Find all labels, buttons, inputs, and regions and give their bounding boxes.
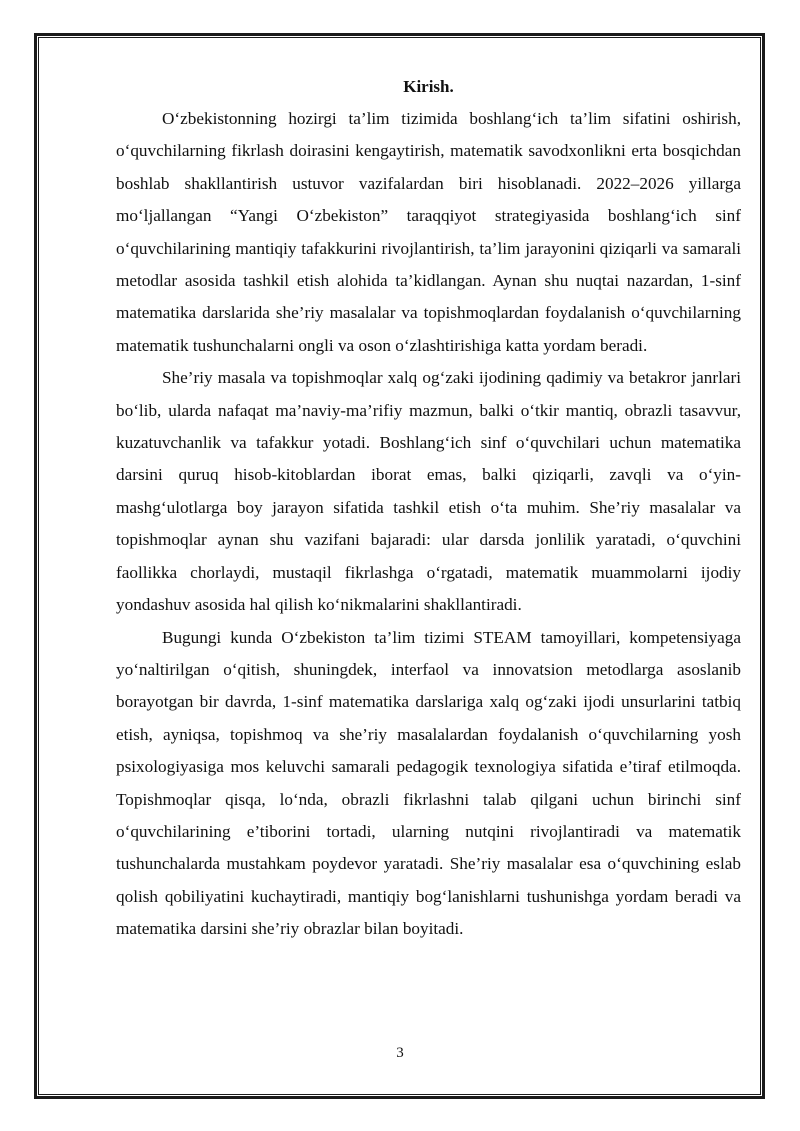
paragraph-3: Bugungi kunda O‘zbekiston ta’lim tizimi STEAM tamoyillari, kompetensiyaga yo‘naltirilgan o‘qitish, shuningdek, interfaol va innovatsion metodlarga asoslanib borayotgan bir davrda, 1-sinf matematika darslariga xalq og‘zaki ijodi unsurlarini tatbiq etish, ayniqsa, topishmoq va she’riy masalalardan foydalanish o‘quvchilarning yosh psixologiyasiga mos keluvchi samarali pedagogik texnologiya sifatida e’tiraf etilmoqda. Topishmoqlar qisqa, lo‘nda, obrazli fikrlashni talab qilgani uchun birinchi sinf o‘quvchilarining e’tiborini tortadi, ularning nutqini rivojlantiradi va matematik tushunchalarda mustahkam poydevor yaratadi. She’riy masalalar esa o‘quvchining eslab qolish qobiliyatini kuchaytiradi, mantiqiy bog‘lanishlarni tushunishga yordam beradi va matematika darsini she’riy obrazlar bilan boyitadi.: [116, 627, 741, 939]
page-content: [116, 75, 741, 946]
paragraph-2: She’riy masala va topishmoqlar xalq og‘zaki ijodining qadimiy va betakror janrlari bo‘lib, ularda nafaqat ma’naviy-ma’rifiy mazmun, balki o‘tkir mantiq, obrazli tasavvur, kuzatuvchanlik va tafakkur yotadi. Boshlang‘ich sinf o‘quvchilari uchun matematika darsini quruq hisob-kitoblardan iborat emas, balki qiziqarli, zavqli va o‘yin-mashg‘ulotlarga boy jarayon sifatida tashkil etish o‘ta muhim. She’riy masalalar va topishmoqlar aynan shu vazifani bajaradi: ular darsda jonlilik yaratadi, o‘quvchini faollikka chorlaydi, mustaqil fikrlashga o‘rgatadi, matematik muammolarni ijodiy yondashuv asosida hal qilish ko‘nikmalarini shakllantiradi.: [116, 368, 741, 615]
page-number: 3: [396, 1045, 404, 1061]
paragraph-1: O‘zbekistonning hozirgi ta’lim tizimida boshlang‘ich ta’lim sifatini oshirish, o‘quvchilarning fikrlash doirasini kengaytirish, matematik savodxonlikni erta bosqichdan boshlab shakllantirish ustuvor vazifalardan biri hisoblanadi. 2022–2026 yillarga mo‘ljallangan “Yangi O‘zbekiston” taraqqiyot strategiyasida boshlang‘ich sinf o‘quvchilarining mantiqiy tafakkurini rivojlantirish, ta’lim jarayonini qiziqarli va samarali metodlar asosida tashkil etish alohida ta’kidlangan. Aynan shu nuqtai nazardan, 1-sinf matematika darslarida she’riy masalalar va topishmoqlardan foydalanish o‘quvchilarning matematik tushunchalarni ongli va oson o‘zlashtirishiga katta yordam beradi.: [116, 109, 741, 355]
section-heading: Kirish.: [403, 77, 454, 96]
